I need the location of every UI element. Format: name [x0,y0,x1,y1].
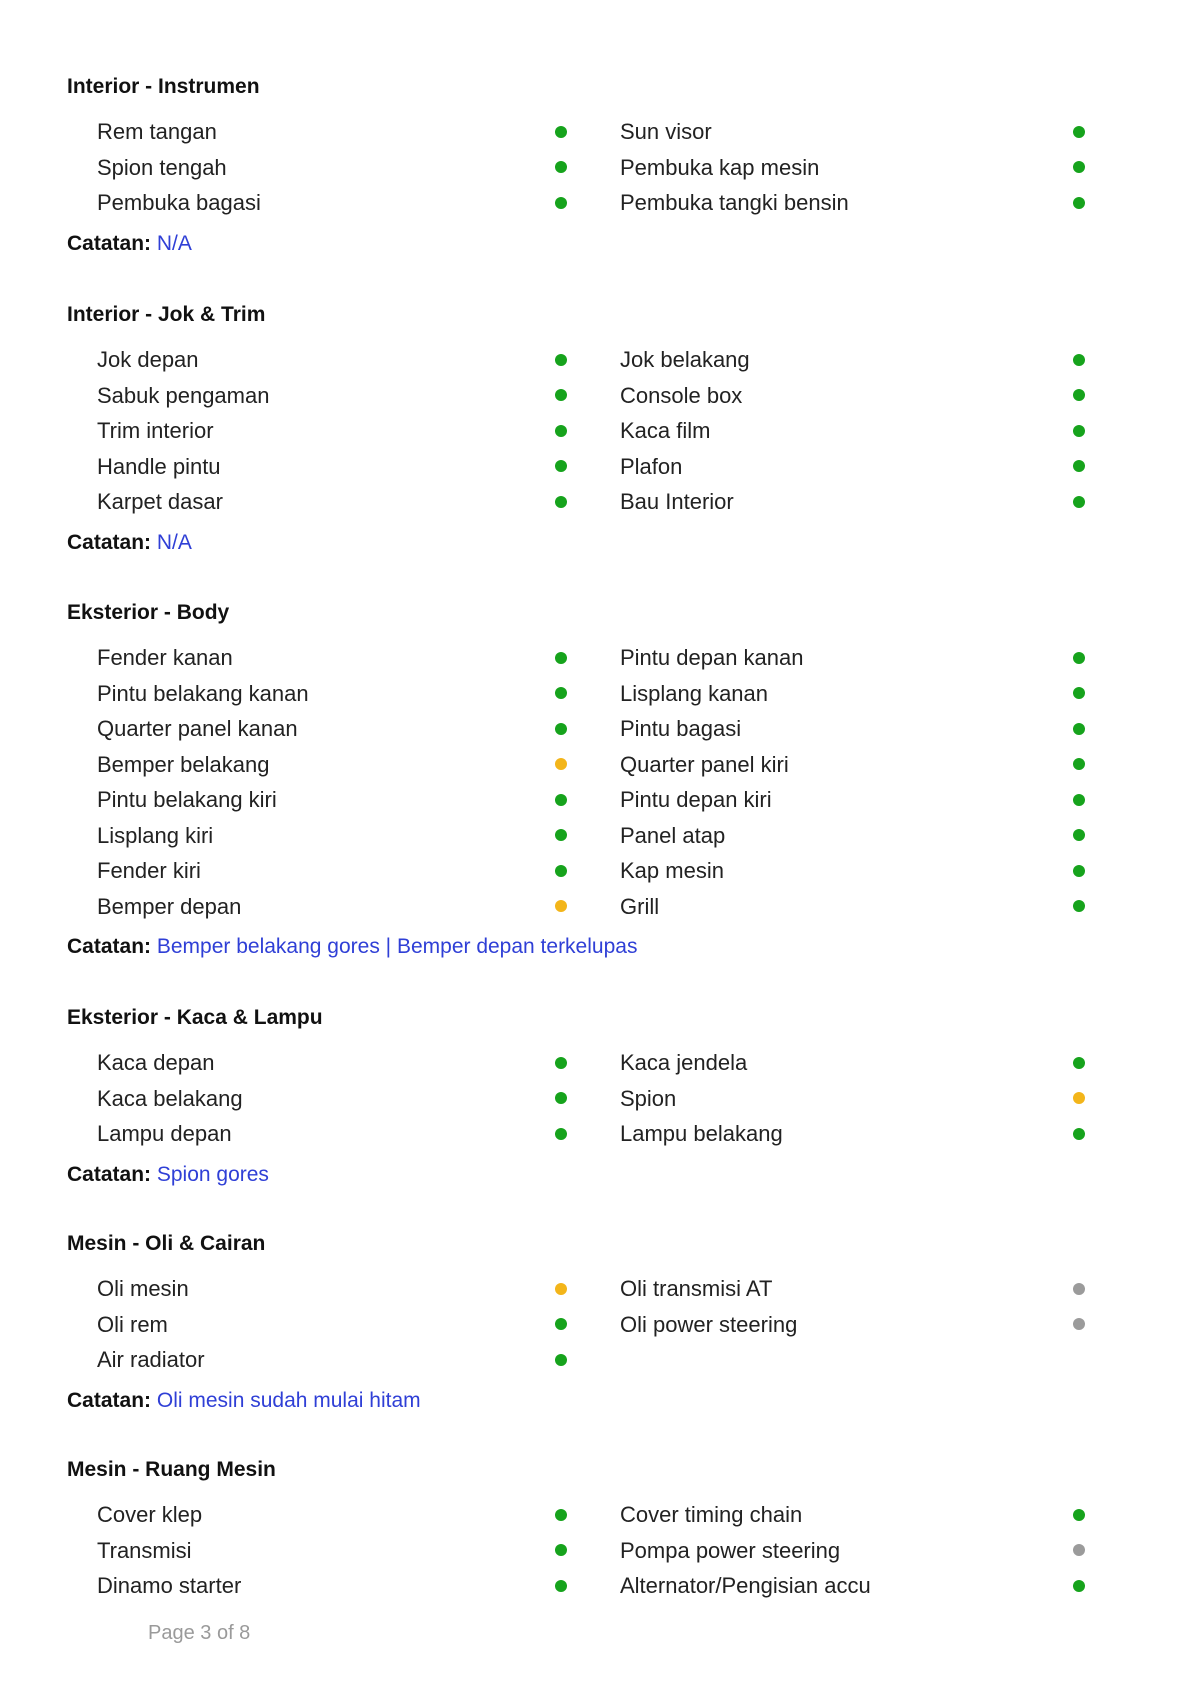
checklist-item-label: Pompa power steering [620,1537,841,1563]
checklist-item-label: Handle pintu [97,453,221,479]
checklist-item-label: Pembuka bagasi [97,190,261,215]
checklist-row [67,1116,1127,1152]
checklist-item-label: Alternator/Pengisian accu [620,1573,871,1598]
checklist-item-label: Fender kiri [97,858,201,883]
status-green-dot-icon [1073,389,1085,401]
checklist-item-label: Lampu belakang [620,1121,783,1146]
status-green-dot-icon [1073,161,1085,173]
status-green-dot-icon [555,652,567,664]
section-note [67,227,1127,261]
checklist-row [67,1497,1127,1533]
status-green-dot-icon [555,1580,567,1592]
checklist-row [67,449,1127,485]
status-green-dot-icon [1073,460,1085,472]
checklist-item-label: Grill [620,893,660,919]
status-yellow-dot-icon [555,900,567,912]
note-label: Catatan: [67,231,152,255]
checklist-item-label: Lisplang kanan [620,680,769,706]
checklist-item-label: Oli power steering [620,1311,798,1337]
checklist-item-label: Lampu depan [97,1121,232,1146]
section-note [67,1384,1127,1418]
checklist-item-label: Pintu depan kanan [620,645,804,670]
checklist-row [67,413,1127,449]
checklist-row [67,484,1127,520]
checklist-item-label: Fender kanan [97,645,233,670]
status-green-dot-icon [555,1092,567,1104]
checklist-row [67,114,1127,150]
section-mesin-oli-and-cairan [67,1229,1127,1418]
checklist-item-label: Dinamo starter [97,1573,242,1598]
checklist-row [67,711,1127,747]
section-title: Interior - Instrumen [67,75,260,98]
checklist-row [67,1568,1127,1604]
status-green-dot-icon [555,161,567,173]
checklist-row [67,747,1127,783]
checklist-item-label: Quarter panel kiri [620,751,789,777]
checklist-row [67,1307,1127,1343]
checklist-item-label: Oli transmisi AT [620,1276,773,1301]
section-title: Interior - Jok & Trim [67,303,266,326]
section-title: Mesin - Oli & Cairan [67,1232,266,1255]
note-text: Bemper belakang gores | Bemper depan terkelupas [156,935,638,958]
checklist-row [67,1271,1127,1307]
checklist-row [67,818,1127,854]
section-eksterior-body [67,598,1127,964]
checklist-rows [67,342,1127,520]
status-green-dot-icon [1073,1509,1085,1521]
checklist-item-label: Transmisi [97,1537,192,1563]
checklist-row [67,889,1127,925]
section-title: Eksterior - Body [67,601,230,624]
section-note [67,526,1127,560]
checklist-row [67,1533,1127,1569]
checklist-row [67,1081,1127,1117]
note-label: Catatan: [67,935,152,958]
checklist-item-label: Sun visor [620,119,712,144]
status-gray-dot-icon [1073,1318,1085,1330]
status-green-dot-icon [1073,652,1085,664]
checklist-row [67,342,1127,378]
status-green-dot-icon [1073,758,1085,770]
checklist-item-label: Plafon [620,453,683,479]
checklist-item-label: Air radiator [97,1347,205,1372]
checklist-rows [67,1497,1127,1604]
checklist-item-label: Jok depan [97,347,199,372]
section-interior-jok-and-trim [67,300,1127,560]
section-mesin-ruang-mesin [67,1455,1127,1604]
checklist-row [67,782,1127,818]
section-title: Eksterior - Kaca & Lampu [67,1006,323,1029]
section-interior-instrumen [67,72,1127,261]
section-eksterior-kaca-and-lampu [67,1003,1127,1192]
status-green-dot-icon [1073,687,1085,699]
checklist-row [67,378,1127,414]
checklist-item-label: Quarter panel kanan [97,716,298,741]
checklist-item-label: Pintu belakang kiri [97,787,277,812]
checklist-item-label: Pintu bagasi [620,716,742,741]
note-text: N/A [156,231,192,255]
status-green-dot-icon [1073,723,1085,735]
note-label: Catatan: [67,1388,152,1412]
page-number: Page 3 of 8 [148,1622,251,1644]
status-green-dot-icon [1073,354,1085,366]
checklist-item-label: Oli rem [97,1311,168,1337]
status-green-dot-icon [1073,865,1085,877]
checklist-item-label: Lisplang kiri [97,822,214,848]
status-green-dot-icon [1073,126,1085,138]
checklist-row [67,1342,1127,1378]
status-green-dot-icon [555,1128,567,1140]
checklist-item-label: Cover klep [97,1502,203,1527]
checklist-row [67,150,1127,186]
checklist-item-label: Console box [620,382,743,408]
status-green-dot-icon [1073,900,1085,912]
status-green-dot-icon [555,723,567,735]
status-green-dot-icon [555,425,567,437]
checklist-item-label: Pintu depan kiri [620,787,772,812]
status-green-dot-icon [555,829,567,841]
status-yellow-dot-icon [1073,1092,1085,1104]
checklist-item-label: Kaca jendela [620,1050,748,1075]
checklist-item-label: Trim interior [97,418,214,443]
status-yellow-dot-icon [555,1283,567,1295]
status-gray-dot-icon [1073,1283,1085,1295]
status-green-dot-icon [555,1354,567,1366]
status-green-dot-icon [555,354,567,366]
checklist-item-label: Pembuka tangki bensin [620,190,849,215]
status-green-dot-icon [555,460,567,472]
checklist-item-label: Kaca depan [97,1050,215,1075]
checklist-item-label: Karpet dasar [97,489,223,514]
checklist-row [67,676,1127,712]
checklist-item-label: Pintu belakang kanan [97,680,309,706]
section-title: Mesin - Ruang Mesin [67,1458,276,1481]
status-green-dot-icon [1073,425,1085,437]
checklist-item-label: Kaca film [620,418,711,443]
status-green-dot-icon [1073,829,1085,841]
status-green-dot-icon [555,389,567,401]
checklist-item-label: Kap mesin [620,858,724,883]
status-green-dot-icon [555,1057,567,1069]
status-green-dot-icon [555,794,567,806]
section-note [67,1158,1127,1192]
checklist-row [67,1045,1127,1081]
checklist-rows [67,1045,1127,1152]
checklist-item-label: Jok belakang [620,347,750,372]
note-text: Spion gores [156,1162,269,1186]
checklist-item-label: Bau Interior [620,489,734,514]
note-label: Catatan: [67,1162,152,1186]
section-note [67,930,1127,964]
note-text: N/A [156,530,192,554]
checklist-rows [67,640,1127,924]
checklist-item-label: Pembuka kap mesin [620,154,820,180]
checklist-row [67,185,1127,221]
checklist-item-label: Spion tengah [97,154,227,180]
status-green-dot-icon [555,197,567,209]
checklist-rows [67,114,1127,221]
checklist-item-label: Oli mesin [97,1276,189,1301]
status-green-dot-icon [555,126,567,138]
status-green-dot-icon [555,496,567,508]
checklist-item-label: Cover timing chain [620,1502,803,1527]
status-green-dot-icon [555,1318,567,1330]
status-green-dot-icon [555,1544,567,1556]
note-text: Oli mesin sudah mulai hitam [156,1388,421,1412]
checklist-row [67,640,1127,676]
status-green-dot-icon [555,865,567,877]
checklist-rows [67,1271,1127,1378]
status-green-dot-icon [1073,496,1085,508]
status-green-dot-icon [1073,1580,1085,1592]
checklist-item-label: Spion [620,1085,677,1111]
status-green-dot-icon [1073,197,1085,209]
status-green-dot-icon [555,1509,567,1521]
checklist-item-label: Kaca belakang [97,1085,243,1111]
status-green-dot-icon [555,687,567,699]
status-gray-dot-icon [1073,1544,1085,1556]
checklist-row [67,853,1127,889]
checklist-item-label: Sabuk pengaman [97,382,270,408]
status-yellow-dot-icon [555,758,567,770]
note-label: Catatan: [67,530,152,554]
status-green-dot-icon [1073,1057,1085,1069]
status-green-dot-icon [1073,1128,1085,1140]
checklist-item-label: Panel atap [620,822,726,848]
checklist-item-label: Bemper belakang [97,751,270,777]
status-green-dot-icon [1073,794,1085,806]
checklist-item-label: Bemper depan [97,893,242,919]
checklist-item-label: Rem tangan [97,119,217,144]
